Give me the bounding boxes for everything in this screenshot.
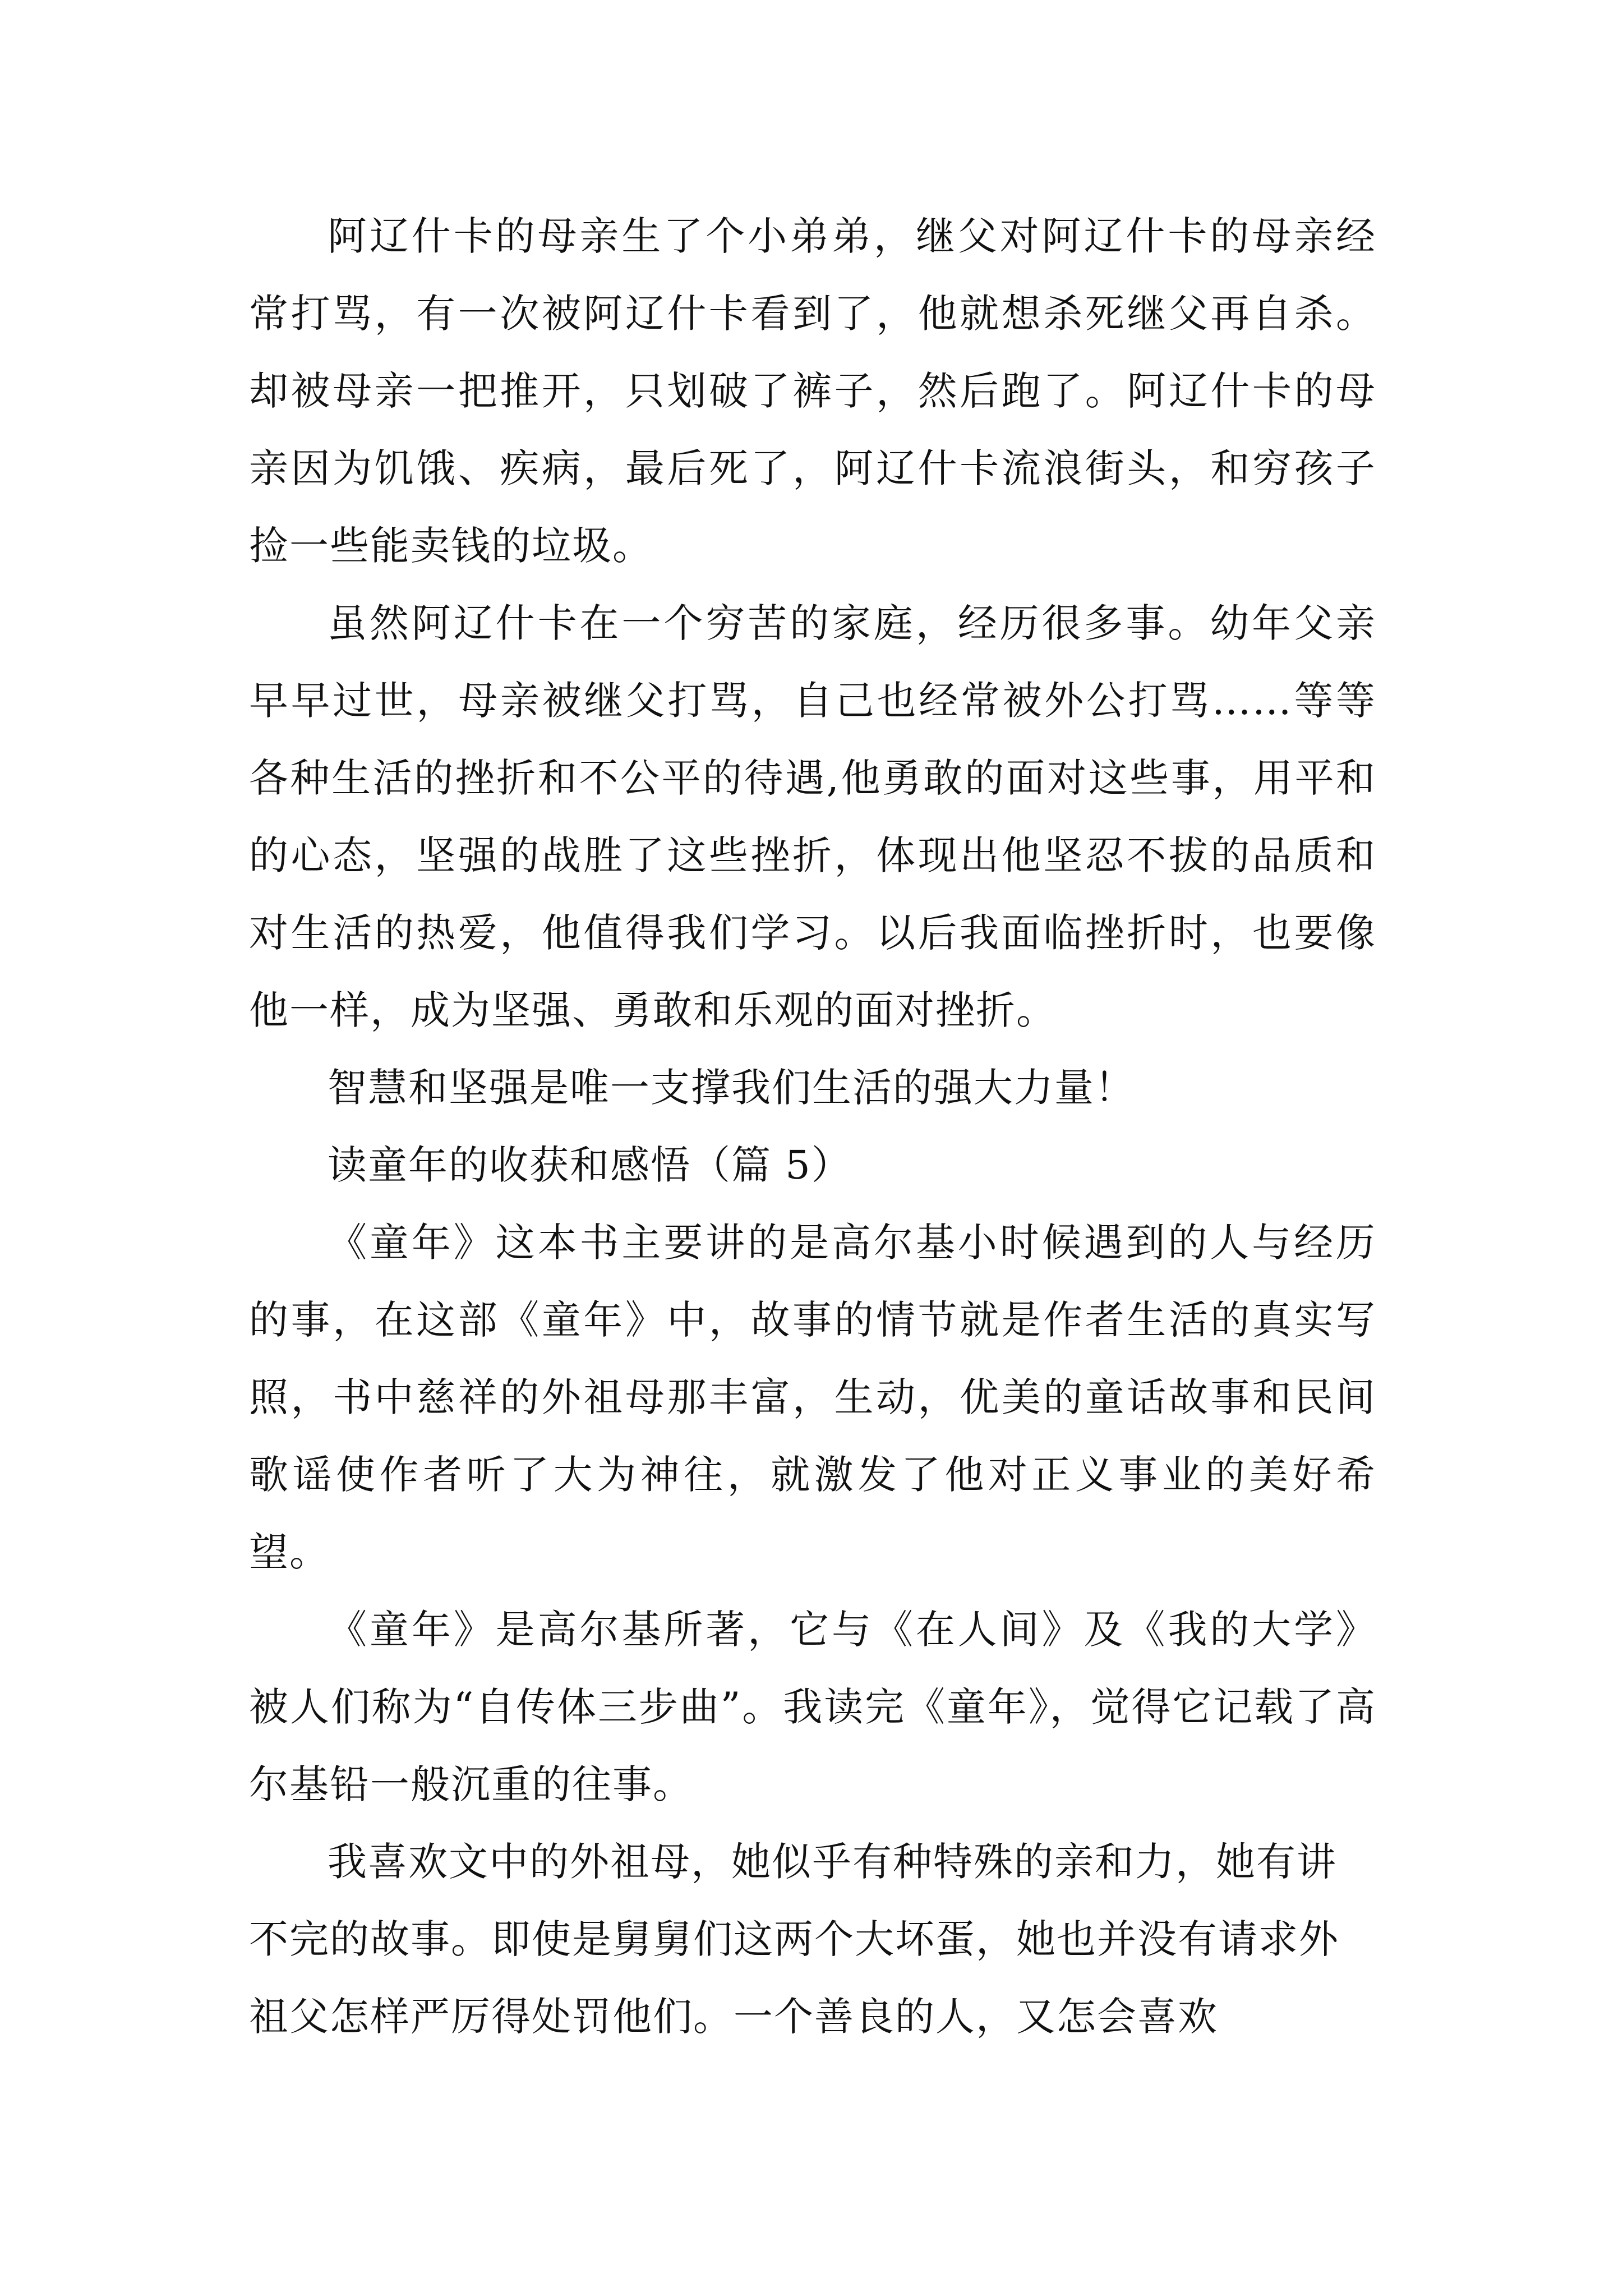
paragraph: 阿辽什卡的母亲生了个小弟弟，继父对阿辽什卡的母亲经常打骂，有一次被阿辽什卡看到了，他就想杀死继父再自杀。却被母亲一把推开，只划破了裤子，然后跑了。阿辽什卡的母亲因为饥饿、疾病，最后死了，阿辽什卡流浪街头，和穷孩子捡一些能卖钱的垃圾。 [249, 213, 1376, 569]
paragraph: 智慧和坚强是唯一支撑我们生活的强大力量！ [328, 1065, 1135, 1111]
section-heading: 读童年的收获和感悟（篇 5） [328, 1142, 852, 1188]
paragraph: 《童年》这本书主要讲的是高尔基小时候遇到的人与经历的事，在这部《童年》中，故事的情节就是作者生活的真实写照，书中慈祥的外祖母那丰富，生动，优美的童话故事和民间歌谣使作者听了大为神往，就激发了他对正义事业的美好希望。 [249, 1220, 1376, 1575]
paragraph: 《童年》是高尔基所著，它与《在人间》及《我的大学》被人们称为“自传体三步曲”。我读完《童年》，觉得它记载了高尔基铅一般沉重的往事。 [249, 1607, 1376, 1807]
document-body [249, 197, 1376, 2055]
paragraph: 虽然阿辽什卡在一个穷苦的家庭，经历很多事。幼年父亲早早过世，母亲被继父打骂，自己也经常被外公打骂……等等各种生活的挫折和不公平的待遇,他勇敢的面对这些事，用平和的心态，坚强的战胜了这些挫折，体现出他坚忍不拔的品质和对生活的热爱，他值得我们学习。以后我面临挫折时，也要像他一样，成为坚强、勇敢和乐观的面对挫折。 [249, 600, 1376, 1033]
paragraph: 我喜欢文中的外祖母，她似乎有种特殊的亲和力，她有讲不完的故事。即使是舅舅们这两个大坏蛋，她也并没有请求外祖父怎样严厉得处罚他们。一个善良的人，又怎会喜欢 [249, 1839, 1339, 2040]
